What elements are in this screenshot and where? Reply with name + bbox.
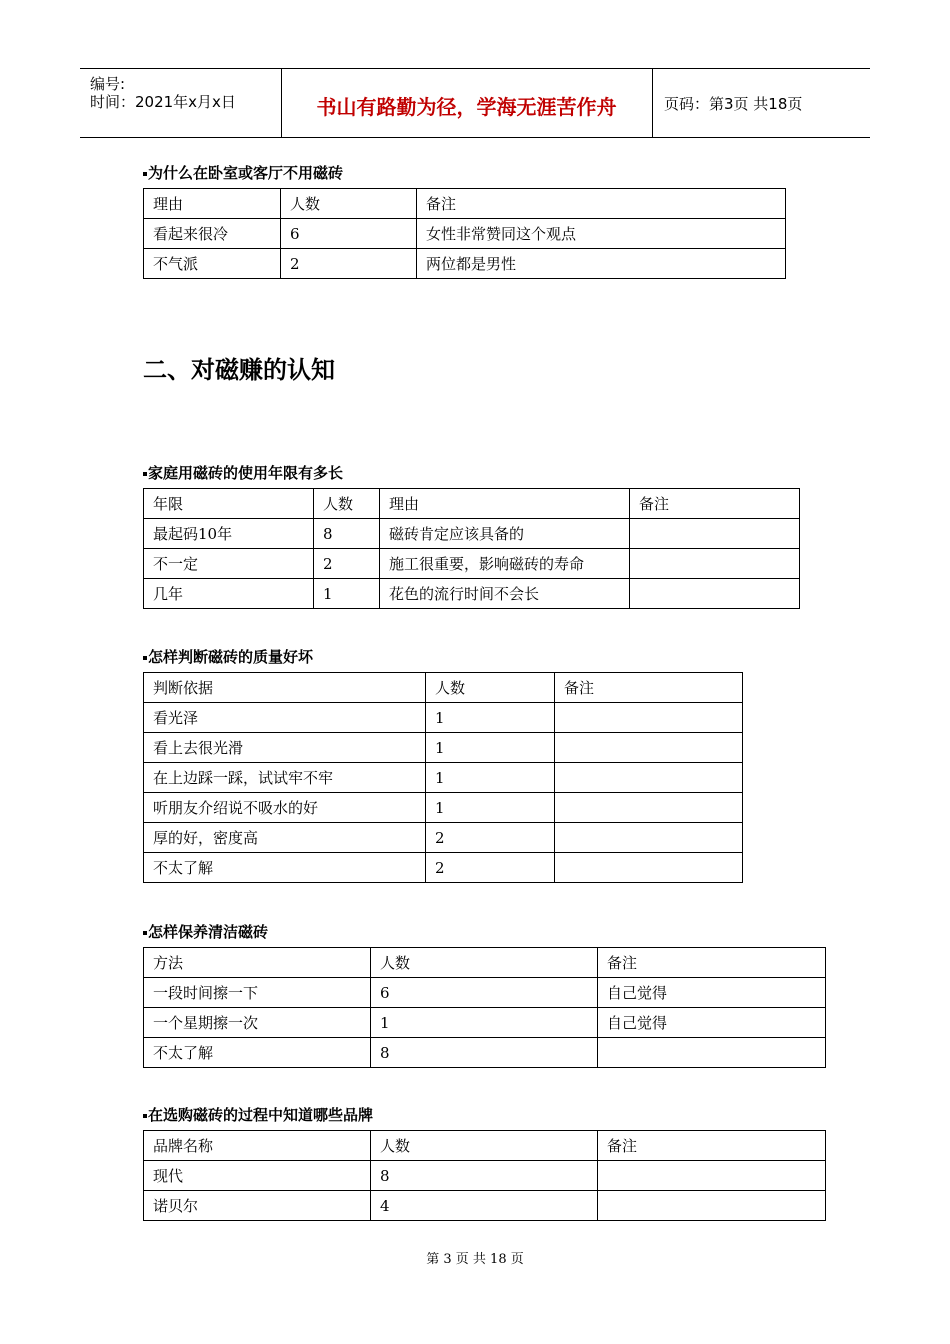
bullet-icon bbox=[143, 931, 147, 935]
table-cell: 磁砖肯定应该具备的 bbox=[380, 519, 630, 549]
table-row bbox=[144, 579, 800, 609]
section-title-text: 家庭用磁砖的使用年限有多长 bbox=[148, 464, 344, 482]
page-footer: 第 3 页 共 18 页 bbox=[426, 1252, 524, 1267]
section-title-quality bbox=[143, 646, 313, 667]
table-lifespan bbox=[143, 488, 800, 609]
table-row bbox=[144, 1191, 826, 1221]
table-row bbox=[144, 519, 800, 549]
table-row bbox=[144, 219, 786, 249]
table-cell: 几年 bbox=[144, 579, 314, 609]
table-cell: 8 bbox=[371, 1161, 598, 1191]
table-cell: 看上去很光滑 bbox=[144, 733, 426, 763]
table-cell: 1 bbox=[426, 703, 555, 733]
table-row bbox=[144, 249, 786, 279]
table-header-cell: 品牌名称 bbox=[144, 1131, 371, 1161]
table-row bbox=[144, 733, 743, 763]
table-header-cell: 人数 bbox=[371, 1131, 598, 1161]
table-bedroom-reasons bbox=[143, 188, 786, 279]
table-cell: 听朋友介绍说不吸水的好 bbox=[144, 793, 426, 823]
table-cell: 2 bbox=[314, 549, 380, 579]
page-header bbox=[80, 68, 870, 138]
table-cell: 不一定 bbox=[144, 549, 314, 579]
table-cell: 8 bbox=[314, 519, 380, 549]
table-header-cell: 备注 bbox=[598, 1131, 826, 1161]
table-cell: 1 bbox=[371, 1008, 598, 1038]
table-row bbox=[144, 703, 743, 733]
table-header-cell: 备注 bbox=[417, 189, 786, 219]
table-cell: 8 bbox=[371, 1038, 598, 1068]
table-cell: 不太了解 bbox=[144, 1038, 371, 1068]
document-number-label: 编号: bbox=[90, 75, 126, 93]
document-date: 时间：2021年x月x日 bbox=[90, 93, 236, 111]
table-header-cell: 备注 bbox=[555, 673, 743, 703]
table-cell: 1 bbox=[426, 763, 555, 793]
table-cell: 最起码10年 bbox=[144, 519, 314, 549]
table-cell bbox=[630, 579, 800, 609]
table-row bbox=[144, 1008, 826, 1038]
table-header-row bbox=[144, 489, 800, 519]
section-title-bedroom-reasons bbox=[143, 162, 343, 183]
section-title-brands bbox=[143, 1104, 373, 1125]
table-cell bbox=[555, 763, 743, 793]
table-row bbox=[144, 763, 743, 793]
header-page-code: 页码：第3页 共18页 bbox=[664, 95, 803, 113]
table-header-row bbox=[144, 1131, 826, 1161]
table-cell: 2 bbox=[426, 823, 555, 853]
table-cell bbox=[555, 793, 743, 823]
table-header-cell: 判断依据 bbox=[144, 673, 426, 703]
table-cell: 自己觉得 bbox=[598, 978, 826, 1008]
section-title-text: 怎样判断磁砖的质量好坏 bbox=[148, 648, 314, 666]
section-title-cleaning bbox=[143, 921, 268, 942]
table-cell: 1 bbox=[426, 793, 555, 823]
table-cell: 诺贝尔 bbox=[144, 1191, 371, 1221]
header-meta-cell bbox=[80, 69, 282, 137]
table-cell: 施工很重要，影响磁砖的寿命 bbox=[380, 549, 630, 579]
table-header-row bbox=[144, 189, 786, 219]
table-row bbox=[144, 793, 743, 823]
table-cell: 自己觉得 bbox=[598, 1008, 826, 1038]
table-cell bbox=[555, 823, 743, 853]
table-header-cell: 人数 bbox=[314, 489, 380, 519]
table-cell: 女性非常赞同这个观点 bbox=[417, 219, 786, 249]
table-cell bbox=[598, 1161, 826, 1191]
table-cell: 在上边踩一踩，试试牢不牢 bbox=[144, 763, 426, 793]
header-motto-cell bbox=[281, 69, 653, 137]
table-row bbox=[144, 549, 800, 579]
table-cell: 两位都是男性 bbox=[417, 249, 786, 279]
table-cell: 现代 bbox=[144, 1161, 371, 1191]
table-row bbox=[144, 823, 743, 853]
table-row bbox=[144, 853, 743, 883]
table-cell: 2 bbox=[426, 853, 555, 883]
table-row bbox=[144, 978, 826, 1008]
table-header-row bbox=[144, 948, 826, 978]
bullet-icon bbox=[143, 656, 147, 660]
table-cell: 1 bbox=[426, 733, 555, 763]
table-row bbox=[144, 1161, 826, 1191]
table-cell: 2 bbox=[281, 249, 417, 279]
section-title-lifespan bbox=[143, 462, 343, 483]
table-brands bbox=[143, 1130, 826, 1221]
table-cell: 1 bbox=[314, 579, 380, 609]
table-cell bbox=[598, 1191, 826, 1221]
table-header-cell: 理由 bbox=[380, 489, 630, 519]
section-title-text: 在选购磁砖的过程中知道哪些品牌 bbox=[148, 1106, 374, 1124]
table-cleaning bbox=[143, 947, 826, 1068]
table-header-cell: 方法 bbox=[144, 948, 371, 978]
table-header-cell: 理由 bbox=[144, 189, 281, 219]
table-cell: 不气派 bbox=[144, 249, 281, 279]
table-cell: 一段时间擦一下 bbox=[144, 978, 371, 1008]
table-cell: 看起来很冷 bbox=[144, 219, 281, 249]
header-motto: 书山有路勤为径，学海无涯苦作舟 bbox=[316, 95, 617, 119]
table-cell: 花色的流行时间不会长 bbox=[380, 579, 630, 609]
table-header-row bbox=[144, 673, 743, 703]
section-title-text: 怎样保养清洁磁砖 bbox=[148, 923, 269, 941]
table-header-cell: 备注 bbox=[630, 489, 800, 519]
table-cell bbox=[555, 853, 743, 883]
table-header-cell: 人数 bbox=[281, 189, 417, 219]
bullet-icon bbox=[143, 172, 147, 176]
table-cell: 厚的好，密度高 bbox=[144, 823, 426, 853]
section-title-text: 为什么在卧室或客厅不用磁砖 bbox=[148, 164, 344, 182]
table-cell bbox=[630, 549, 800, 579]
table-cell: 看光泽 bbox=[144, 703, 426, 733]
table-cell: 6 bbox=[371, 978, 598, 1008]
table-cell: 一个星期擦一次 bbox=[144, 1008, 371, 1038]
table-cell: 6 bbox=[281, 219, 417, 249]
table-header-cell: 年限 bbox=[144, 489, 314, 519]
table-cell bbox=[630, 519, 800, 549]
bullet-icon bbox=[143, 472, 147, 476]
table-header-cell: 人数 bbox=[371, 948, 598, 978]
table-cell: 不太了解 bbox=[144, 853, 426, 883]
table-header-cell: 人数 bbox=[426, 673, 555, 703]
chapter-heading: 二、对磁赚的认知 bbox=[143, 355, 335, 384]
table-cell bbox=[598, 1038, 826, 1068]
bullet-icon bbox=[143, 1114, 147, 1118]
table-quality bbox=[143, 672, 743, 883]
table-cell bbox=[555, 703, 743, 733]
table-header-cell: 备注 bbox=[598, 948, 826, 978]
table-row bbox=[144, 1038, 826, 1068]
table-cell: 4 bbox=[371, 1191, 598, 1221]
table-cell bbox=[555, 733, 743, 763]
